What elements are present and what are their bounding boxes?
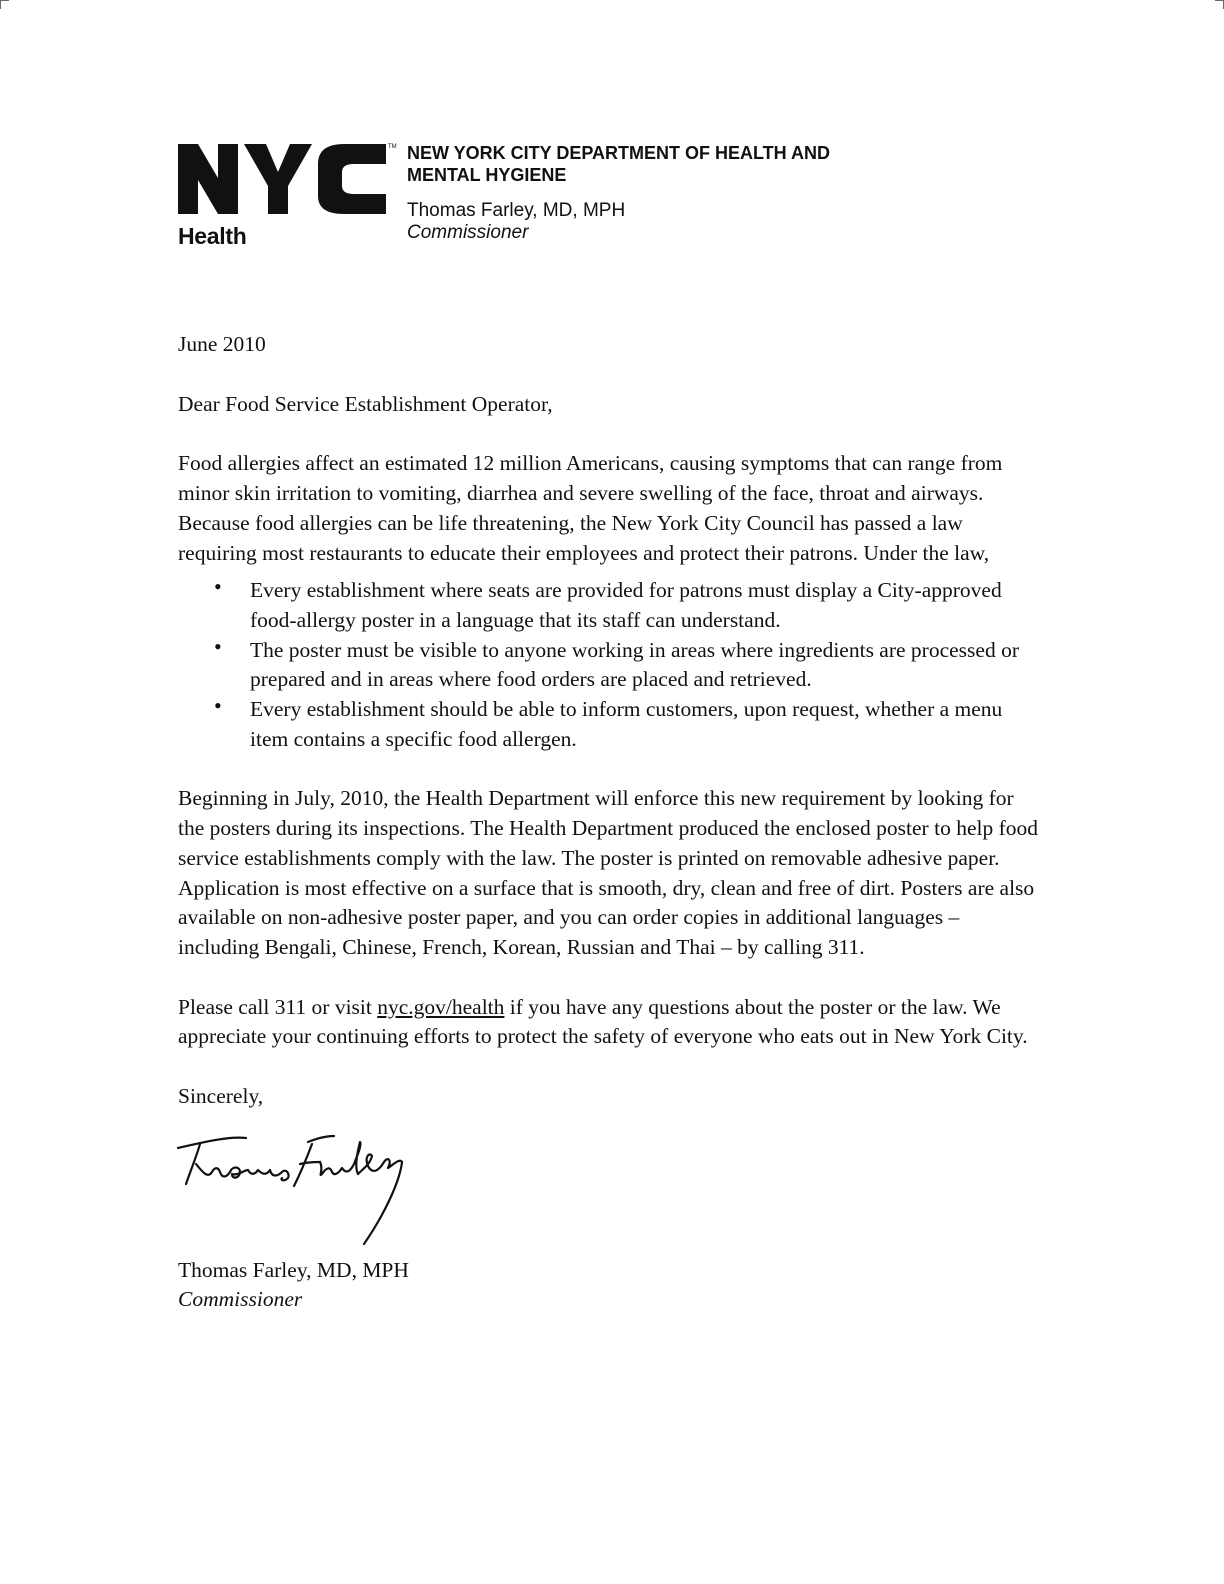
- closing-text-end: if you have any questions about the poster or the law. We appreciate your continuing efforts to protect the safety of everyone who eats out in New York City.: [178, 994, 1028, 1049]
- salutation: Dear Food Service Establishment Operator,: [178, 391, 553, 416]
- letterhead-commissioner-name: Thomas Farley, MD, MPH: [407, 200, 626, 221]
- nyc-logo-wordmark: [178, 140, 400, 218]
- logo-health-text: Health: [178, 223, 247, 249]
- law-requirements-list: [178, 576, 1038, 754]
- enforcement-paragraph: Beginning in July, 2010, the Health Department will enforce this new requirement by looking for the posters during its inspections. The Health Department produced the enclosed poster to help food service establishments comply with the law. The poster is printed on removable adhesive paper. Application is most effective on a surface that is smooth, dry, clean and free of dirt. Posters are also available on non-adhesive poster paper, and you can order copies in additional languages – including Bengali, Chinese, French, Korean, Russian and Thai – by calling 311.: [178, 786, 1038, 959]
- letter-date: June 2010: [178, 332, 266, 356]
- closing-text-start: Please call 311 or visit: [178, 994, 378, 1019]
- department-block: [407, 142, 907, 244]
- nyc-health-logo: [178, 140, 398, 252]
- letterhead: [178, 140, 898, 252]
- crop-mark-top-left: [0, 0, 9, 9]
- letterhead-commissioner-title: Commissioner: [407, 222, 529, 243]
- signer-title: Commissioner: [178, 1287, 303, 1312]
- list-item: • The poster must be visible to anyone working in areas where ingredients are processed or prepared and in areas where food orders are placed and retrieved.: [250, 636, 1038, 695]
- closing-paragraph: [178, 993, 1038, 1052]
- handwritten-signature: [174, 1134, 424, 1252]
- list-item: • Every establishment where seats are provided for patrons must display a City-approved food-allergy poster in a language that its staff can understand.: [250, 576, 1038, 635]
- signoff: Sincerely,: [178, 1084, 264, 1109]
- intro-paragraph: Food allergies affect an estimated 12 million Americans, causing symptoms that can range from minor skin irritation to vomiting, diarrhea and severe swelling of the face, throat and airways. Because food allergies can be life threatening, the New York City Council has passed a law requiring most restaurants to educate their employees and protect their patrons. Under the law,: [178, 451, 1003, 565]
- signer-name: Thomas Farley, MD, MPH: [178, 1257, 409, 1282]
- list-item: • Every establishment should be able to inform customers, upon request, whether a menu item contains a specific food allergen.: [250, 695, 1038, 754]
- svg-text:TM: TM: [388, 144, 397, 150]
- nyc-health-link[interactable]: nyc.gov/health: [377, 994, 505, 1019]
- letter-body: [178, 330, 1038, 1315]
- department-name: NEW YORK CITY DEPARTMENT OF HEALTH AND MENTAL HYGIENE: [407, 143, 830, 185]
- crop-mark-top-right: [1215, 0, 1224, 9]
